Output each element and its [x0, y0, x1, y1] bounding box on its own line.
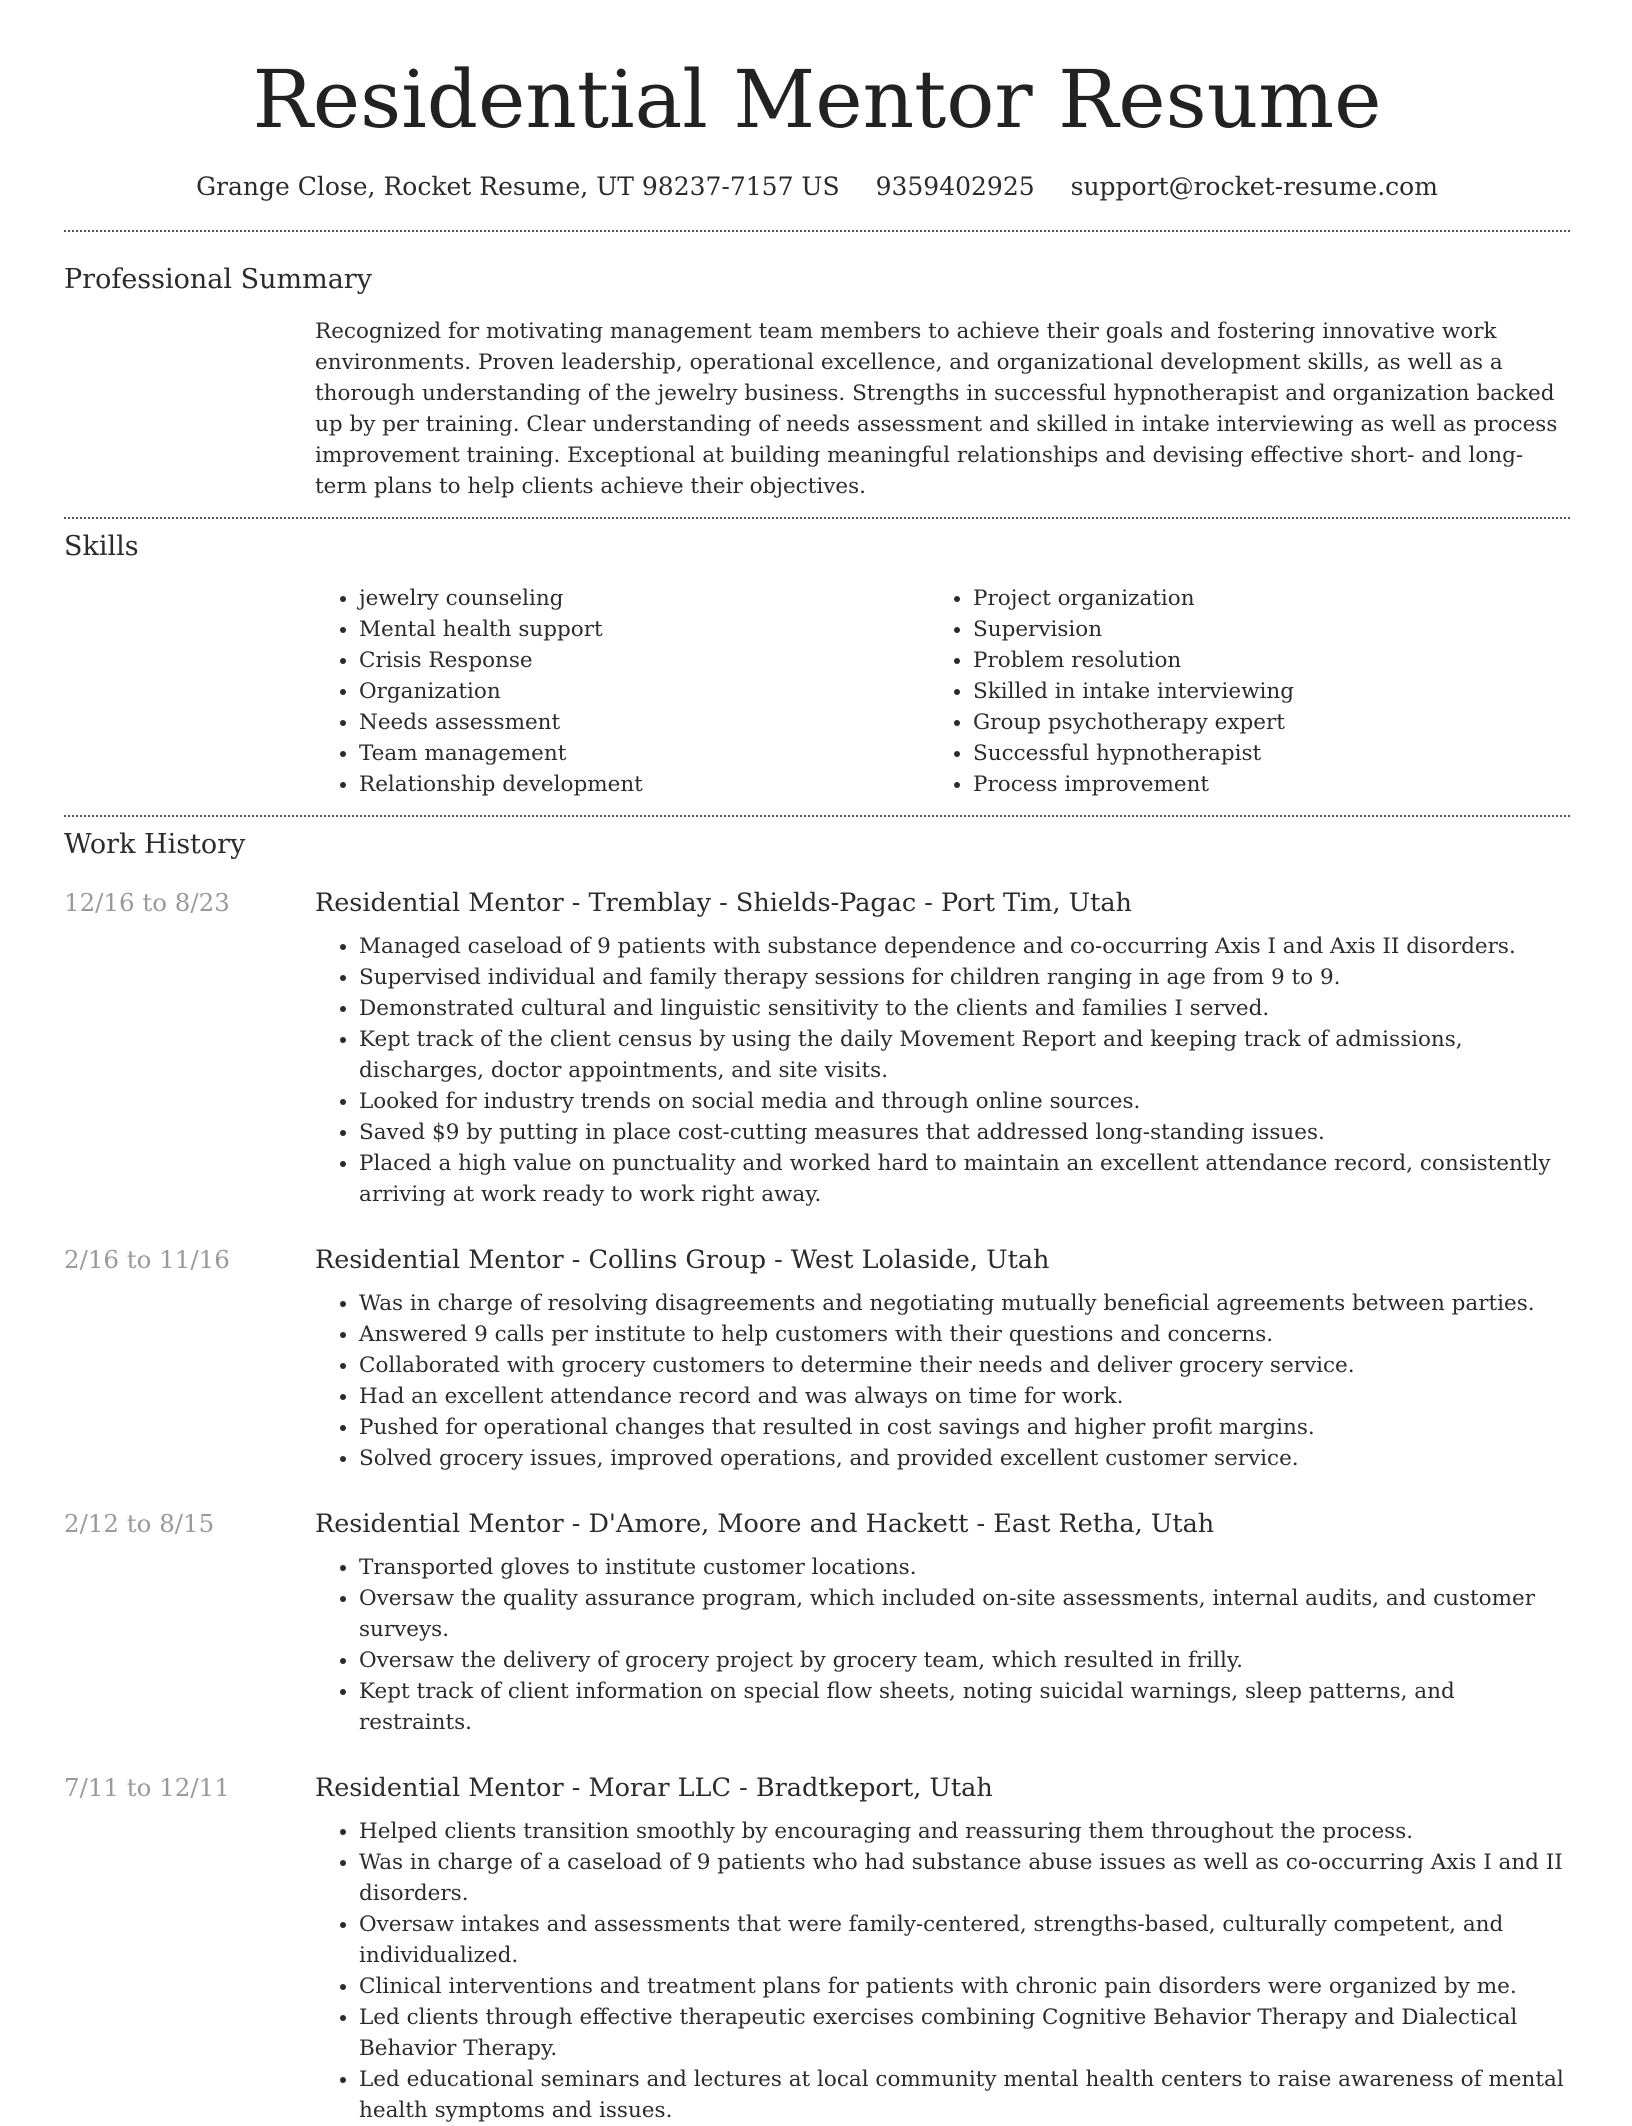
job-dates: 12/16 to 8/23: [64, 888, 230, 917]
job-bullet: • Oversaw the delivery of grocery project by grocery team, which resulted in frilly.: [359, 1645, 1570, 1676]
contact-line: [64, 170, 1570, 204]
skill-item: • Process improvement: [973, 769, 1543, 800]
work-history-section: [64, 827, 1570, 2126]
resume-page: [64, 0, 1570, 2126]
job-bullets: [315, 931, 1570, 1210]
job-bullet: • Was in charge of resolving disagreements and negotiating mutually beneficial agreements between parties.: [359, 1288, 1570, 1319]
job-body: [315, 885, 1570, 1210]
job-dates: 2/16 to 11/16: [64, 1245, 230, 1274]
job-title: Residential Mentor - D'Amore, Moore and Hackett - East Retha, Utah: [315, 1509, 1215, 1539]
summary-divider: [64, 517, 1570, 519]
job-bullets: [315, 1552, 1570, 1738]
job-bullet: • Clinical interventions and treatment plans for patients with chronic pain disorders were organized by me.: [359, 1971, 1570, 2002]
job-bullet: • Was in charge of a caseload of 9 patients who had substance abuse issues as well as co-occurring Axis I and II disorders.: [359, 1847, 1570, 1909]
skill-item: • Team management: [359, 738, 929, 769]
job-bullet: • Kept track of the client census by using the daily Movement Report and keeping track of admissions, discharges, doctor appointments, and site visits.: [359, 1024, 1570, 1086]
skills-column-right: [929, 583, 1543, 800]
job-title: Residential Mentor - Collins Group - West Lolaside, Utah: [315, 1245, 1050, 1275]
job-dates: 2/12 to 8/15: [64, 1509, 215, 1538]
skill-item: • Crisis Response: [359, 645, 929, 676]
job-bullet: • Had an excellent attendance record and was always on time for work.: [359, 1381, 1570, 1412]
skill-item: • Group psychotherapy expert: [973, 707, 1543, 738]
job-bullet: • Helped clients transition smoothly by encouraging and reassuring them throughout the process.: [359, 1816, 1570, 1847]
skill-item: • Organization: [359, 676, 929, 707]
job-bullet: • Transported gloves to institute customer locations.: [359, 1552, 1570, 1583]
resume-title: Residential Mentor Resume: [252, 53, 1382, 146]
job-bullet: • Answered 9 calls per institute to help customers with their questions and concerns.: [359, 1319, 1570, 1350]
skill-item: • Project organization: [973, 583, 1543, 614]
summary-section: [64, 262, 1570, 502]
work-history-heading: Work History: [64, 829, 246, 860]
job-body: [315, 1242, 1570, 1474]
job-body: [315, 1506, 1570, 1738]
skill-item: • Problem resolution: [973, 645, 1543, 676]
job-bullet: • Led educational seminars and lectures at local community mental health centers to raise awareness of mental health symptoms and issues.: [359, 2064, 1570, 2126]
skills-column-left: [315, 583, 929, 800]
skill-item: • Supervision: [973, 614, 1543, 645]
skill-item: • Needs assessment: [359, 707, 929, 738]
job-bullet: • Supervised individual and family therapy sessions for children ranging in age from 9 to 9.: [359, 962, 1570, 993]
job-entry: [64, 1770, 1570, 2126]
job-dates: 7/11 to 12/11: [64, 1773, 230, 1802]
summary-heading: Professional Summary: [64, 264, 372, 295]
job-bullet: • Pushed for operational changes that resulted in cost savings and higher profit margins.: [359, 1412, 1570, 1443]
job-bullet: • Led clients through effective therapeutic exercises combining Cognitive Behavior Therapy and Dialectical Behavior Therapy.: [359, 2002, 1570, 2064]
contact-phone: 9359402925: [875, 172, 1035, 201]
job-bullet: • Oversaw the quality assurance program, which included on-site assessments, internal audits, and customer surveys.: [359, 1583, 1570, 1645]
skill-item: • jewelry counseling: [359, 583, 929, 614]
skills-section: [64, 529, 1570, 800]
skill-item: • Skilled in intake interviewing: [973, 676, 1543, 707]
skill-item: • Successful hypnotherapist: [973, 738, 1543, 769]
skill-item: • Relationship development: [359, 769, 929, 800]
job-entry: [64, 1506, 1570, 1738]
job-entry: [64, 885, 1570, 1210]
job-bullet: • Kept track of client information on special flow sheets, noting suicidal warnings, sleep patterns, and restraints.: [359, 1676, 1570, 1738]
job-bullet: • Demonstrated cultural and linguistic sensitivity to the clients and families I served.: [359, 993, 1570, 1024]
summary-text: Recognized for motivating management team members to achieve their goals and fostering innovative work environments. Proven leadership, operational excellence, and organizational development skills, as well as a thorough understanding of the jewelry business. Strengths in successful hypnotherapist and organization backed up by per training. Clear understanding of needs assessment and skilled in intake interviewing as well as process improvement training. Exceptional at building meaningful relationships and devising effective short- and long-term plans to help clients achieve their objectives.: [315, 319, 1558, 499]
contact-address: Grange Close, Rocket Resume, UT 98237-7157 US: [196, 172, 840, 201]
job-bullet: • Collaborated with grocery customers to determine their needs and deliver grocery service.: [359, 1350, 1570, 1381]
contact-email[interactable]: support@rocket-resume.com: [1070, 172, 1438, 201]
skill-item: • Mental health support: [359, 614, 929, 645]
skills-divider: [64, 815, 1570, 817]
job-bullet: • Placed a high value on punctuality and worked hard to maintain an excellent attendance record, consistently arriving at work ready to work right away.: [359, 1148, 1570, 1210]
header-divider: [64, 230, 1570, 232]
job-bullet: • Solved grocery issues, improved operations, and provided excellent customer service.: [359, 1443, 1570, 1474]
job-bullets: [315, 1288, 1570, 1474]
skills-list: [315, 583, 1570, 800]
job-bullet: • Saved $9 by putting in place cost-cutting measures that addressed long-standing issues.: [359, 1117, 1570, 1148]
job-bullet: • Oversaw intakes and assessments that were family-centered, strengths-based, culturally competent, and individualized.: [359, 1909, 1570, 1971]
job-title: Residential Mentor - Morar LLC - Bradtkeport, Utah: [315, 1773, 993, 1803]
job-body: [315, 1770, 1570, 2126]
job-bullets: [315, 1816, 1570, 2126]
skills-heading: Skills: [64, 531, 139, 562]
job-bullet: • Managed caseload of 9 patients with substance dependence and co-occurring Axis I and Axis II disorders.: [359, 931, 1570, 962]
job-title: Residential Mentor - Tremblay - Shields-Pagac - Port Tim, Utah: [315, 888, 1132, 918]
job-entry: [64, 1242, 1570, 1474]
job-bullet: • Looked for industry trends on social media and through online sources.: [359, 1086, 1570, 1117]
